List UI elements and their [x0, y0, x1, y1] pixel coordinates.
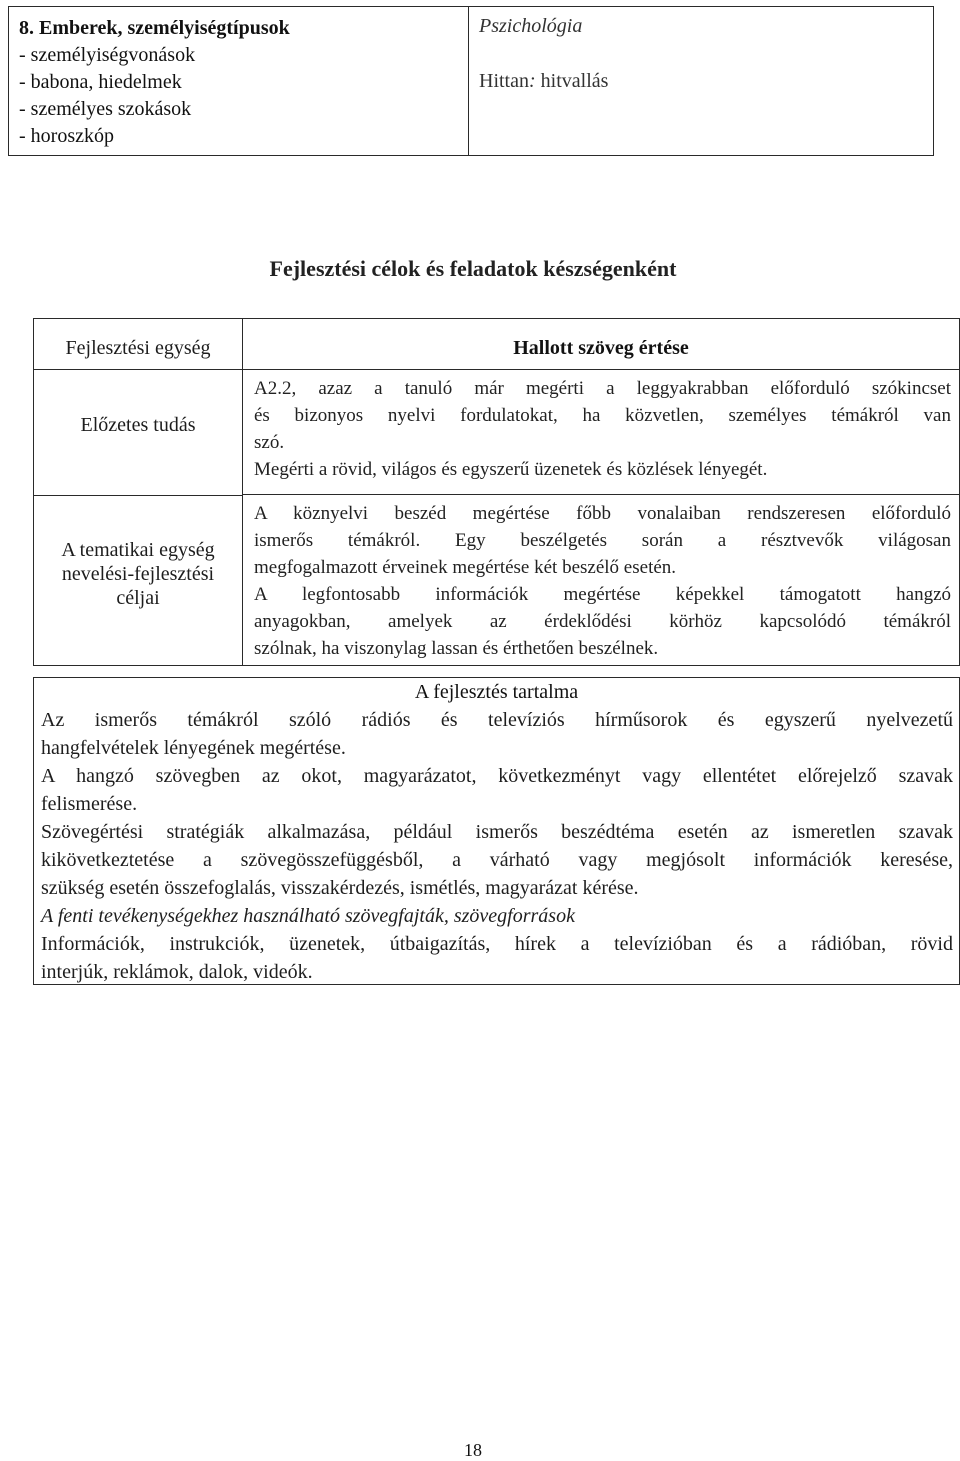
- development-line: Szövegértési stratégiák alkalmazása, például ismerős beszédtéma esetén az ismeretlen szavak: [41, 821, 953, 843]
- goal-line: szólnak, ha viszonylag lassan és érthetően beszélnek.: [254, 638, 659, 659]
- development-body: [41, 706, 953, 986]
- label-goals-line: A tematikai egység: [61, 539, 215, 561]
- crosslink-hittan: [479, 68, 923, 95]
- topic-item: - horoszkóp: [19, 125, 114, 147]
- goal-line: ismerős témákról. Egy beszélgetés során a résztvevők világosan: [254, 530, 951, 551]
- topic-item: - babona, hiedelmek: [19, 71, 182, 93]
- development-content: [33, 677, 960, 985]
- hittan-value: hitvallás: [535, 70, 609, 92]
- development-line: kikövetkeztetése a szövegösszefüggésből, a várható vagy megjósolt információk keresése,: [41, 849, 953, 871]
- page-number: 18: [464, 1440, 482, 1460]
- content-column: [242, 318, 960, 666]
- label-goals-line: nevelési-fejlesztési: [61, 563, 215, 585]
- topic-item: - személyes szokások: [19, 98, 192, 120]
- development-line: szükség esetén összefoglalás, visszakérdezés, ismétlés, magyarázat kérése.: [41, 877, 639, 899]
- hittan-colon: :: [529, 70, 536, 92]
- prior-line: Megérti a rövid, világos és egyszerű üzenetek és közlések lényegét.: [254, 459, 768, 480]
- development-line: felismerése.: [41, 793, 138, 815]
- development-subheading: A fenti tevékenységekhez használható szövegfajták, szövegforrások: [41, 905, 575, 927]
- prior-line: és bizonyos nyelvi fordulatokat, ha közvetlen, személyes témákról van: [254, 405, 951, 426]
- label-column: [33, 318, 243, 666]
- label-prior: [34, 369, 242, 496]
- topic-cell: [8, 6, 469, 156]
- crosslink-cell: [468, 6, 934, 156]
- label-prior-text: Előzetes tudás: [80, 414, 196, 436]
- unit-value: Hallott szöveg értése: [243, 319, 959, 370]
- prior-line: A2.2, azaz a tanuló már megérti a leggyakrabban előforduló szókincset: [254, 378, 951, 399]
- goal-line: megfogalmazott érveinek megértése két beszélő esetén.: [254, 557, 677, 578]
- row-divider: [243, 494, 959, 495]
- section-title: Fejlesztési célok és feladatok készségenként: [269, 256, 677, 281]
- development-line: Információk, instrukciók, üzenetek, útbaigazítás, hírek a televízióban és a rádióban, rövid: [41, 933, 953, 955]
- label-unit-text: Fejlesztési egység: [65, 337, 211, 359]
- development-title: A fejlesztés tartalma: [414, 681, 579, 703]
- label-goals: [34, 495, 242, 666]
- development-line: interjúk, reklámok, dalok, videók.: [41, 961, 313, 983]
- prior-knowledge: [254, 375, 951, 483]
- goal-line: A legfontosabb információk megértése képekkel támogatott hangzó: [254, 584, 951, 605]
- development-line: Az ismerős témákról szóló rádiós és televíziós hírműsorok és egyszerű nyelvezetű: [41, 709, 953, 731]
- development-goals: [254, 500, 951, 662]
- development-line: hangfelvételek lényegének megértése.: [41, 737, 346, 759]
- goal-line: anyagokban, amelyek az érdeklődési körhöz kapcsolódó témákról: [254, 611, 951, 632]
- hittan-label: Hittan: [479, 70, 529, 92]
- goal-line: A köznyelvi beszéd megértése főbb vonalaiban rendszeresen előforduló: [254, 503, 951, 524]
- label-unit: [34, 319, 242, 370]
- crosslink-subject: Pszichológia: [479, 15, 583, 37]
- development-line: A hangzó szövegben az okot, magyarázatot, következményt vagy ellentétet előrejelző szavak: [41, 765, 953, 787]
- topic-item: - személyiségvonások: [19, 44, 196, 66]
- topic-title: 8. Emberek, személyiségtípusok: [19, 17, 290, 39]
- prior-line: szó.: [254, 432, 285, 453]
- label-goals-line: céljai: [116, 587, 160, 609]
